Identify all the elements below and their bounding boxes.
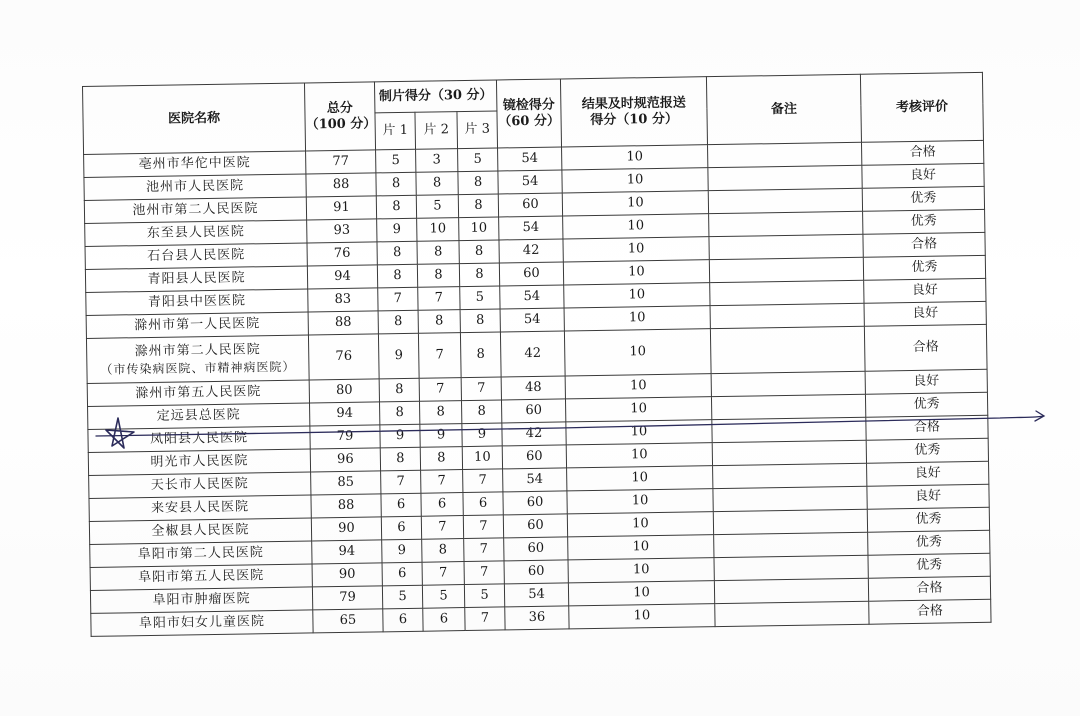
remarks-cell	[714, 578, 868, 603]
microscopy-score-cell: 60	[503, 491, 567, 515]
slide-3-cell: 7	[464, 538, 504, 562]
hospital-name-cell	[89, 495, 311, 521]
total-score-cell: 93	[307, 219, 377, 243]
slide-3-cell: 7	[465, 607, 505, 631]
hospital-name-cell	[89, 518, 311, 544]
microscopy-score-cell: 54	[498, 170, 562, 194]
score-table-sheet	[82, 72, 992, 637]
remarks-cell	[709, 257, 863, 282]
total-score-cell: 88	[311, 494, 381, 518]
total-score-cell: 90	[311, 517, 381, 541]
report-score-cell: 10	[563, 237, 709, 262]
report-score-cell: 10	[562, 191, 708, 216]
evaluation-cell: 优秀	[863, 209, 985, 234]
slide-2-cell: 5	[422, 585, 464, 609]
hospital-name-text: 滁州市第二人民医院	[134, 342, 261, 360]
slide-3-cell: 5	[458, 148, 498, 172]
remarks-cell	[714, 555, 868, 580]
slide-2-cell: 7	[418, 287, 460, 311]
microscopy-score-cell: 54	[498, 147, 562, 171]
slide-1-cell: 6	[383, 608, 423, 632]
slide-2-cell: 5	[416, 195, 458, 219]
microscopy-score-cell: 60	[502, 445, 566, 469]
microscopy-score-cell: 60	[504, 560, 568, 584]
hospital-name-text: 阜阳市第五人民医院	[138, 568, 265, 586]
microscopy-score-cell: 60	[504, 537, 568, 561]
hospital-name-text: 阜阳市妇女儿童医院	[138, 614, 266, 632]
remarks-cell	[708, 142, 862, 167]
slide-3-cell: 8	[460, 332, 501, 378]
slide-1-cell: 9	[378, 333, 419, 379]
report-score-cell: 10	[568, 535, 714, 560]
total-score-cell: 94	[310, 402, 380, 426]
microscopy-score-cell: 42	[500, 331, 565, 377]
slide-1-cell: 5	[382, 585, 422, 609]
microscopy-score-cell: 42	[502, 422, 566, 446]
slide-2-cell: 8	[417, 241, 459, 265]
microscopy-score-cell: 54	[500, 308, 564, 332]
hospital-name-cell	[90, 541, 312, 567]
remarks-cell	[713, 486, 867, 511]
slide-1-cell: 8	[380, 447, 420, 471]
total-score-cell: 80	[309, 379, 379, 403]
total-score-cell: 88	[308, 311, 378, 335]
header-hospital-name: 医院名称	[83, 83, 306, 154]
slide-2-cell: 7	[418, 333, 461, 379]
remarks-cell	[712, 417, 866, 442]
total-score-cell: 88	[306, 173, 376, 197]
hospital-name-cell	[84, 151, 306, 177]
slide-3-cell: 7	[463, 515, 503, 539]
evaluation-cell: 良好	[862, 163, 984, 188]
total-score-cell: 94	[312, 540, 382, 564]
slide-3-cell: 8	[458, 194, 498, 218]
total-score-cell: 76	[308, 334, 379, 380]
microscopy-score-cell: 48	[501, 376, 565, 400]
hospital-name-text: 池州市第二人民医院	[132, 201, 259, 219]
evaluation-cell: 优秀	[868, 530, 990, 555]
report-score-cell: 10	[568, 558, 714, 583]
slide-1-cell: 8	[377, 264, 417, 288]
slide-3-cell: 8	[459, 240, 499, 264]
header-report-max: 得分（10 分）	[590, 111, 679, 128]
remarks-cell	[713, 509, 867, 534]
remarks-cell	[712, 440, 866, 465]
hospital-name-cell	[86, 335, 309, 383]
slide-2-cell: 9	[420, 424, 462, 448]
report-score-cell: 10	[563, 214, 709, 239]
slide-2-cell: 8	[417, 264, 459, 288]
slide-1-cell: 9	[377, 218, 417, 242]
remarks-cell	[710, 326, 865, 373]
hospital-name-text: 东至县人民医院	[146, 224, 245, 242]
report-score-cell: 10	[562, 168, 708, 193]
report-score-cell: 10	[565, 397, 711, 422]
slide-1-cell: 8	[376, 195, 416, 219]
evaluation-cell: 合格	[863, 232, 985, 257]
report-score-cell: 10	[569, 604, 715, 629]
slide-3-cell: 5	[460, 286, 500, 310]
slide-3-cell: 10	[459, 217, 499, 241]
remarks-cell	[715, 601, 869, 626]
total-score-cell: 79	[312, 586, 382, 610]
hospital-name-text: 青阳县中医医院	[147, 293, 247, 311]
slide-3-cell: 7	[463, 469, 503, 493]
report-score-cell: 10	[565, 374, 711, 399]
report-score-cell: 10	[564, 283, 710, 308]
table-body	[84, 140, 991, 636]
microscopy-score-cell: 36	[505, 606, 569, 630]
header-microscopy-label: 镜检得分	[502, 97, 555, 114]
hospital-name-cell	[85, 243, 307, 269]
remarks-cell	[714, 532, 868, 557]
slide-3-cell: 8	[461, 400, 501, 424]
slide-3-cell: 8	[459, 263, 499, 287]
remarks-cell	[708, 165, 862, 190]
hospital-name-cell	[88, 403, 310, 429]
slide-2-cell: 8	[422, 539, 464, 563]
slide-3-cell: 10	[462, 446, 502, 470]
hospital-name-text: 天长市人民医院	[150, 476, 249, 494]
slide-2-cell: 7	[422, 562, 464, 586]
slide-2-cell: 7	[421, 516, 463, 540]
hospital-name-text: 阜阳市肿瘤医院	[152, 591, 251, 609]
microscopy-score-cell: 60	[501, 399, 565, 423]
total-score-cell: 94	[307, 265, 377, 289]
slide-2-cell: 6	[421, 493, 463, 517]
slide-1-cell: 8	[377, 241, 417, 265]
microscopy-score-cell: 60	[498, 193, 562, 217]
evaluation-cell: 良好	[865, 369, 987, 394]
hospital-name-text: 明光市人民医院	[150, 453, 249, 471]
header-total-label: 总分	[326, 100, 353, 117]
slide-3-cell: 8	[460, 309, 500, 333]
assessment-table	[82, 72, 992, 637]
hospital-name-cell	[89, 472, 311, 498]
total-score-cell: 85	[311, 471, 381, 495]
microscopy-score-cell: 60	[499, 262, 563, 286]
evaluation-cell: 合格	[864, 324, 987, 371]
report-score-cell: 10	[568, 581, 714, 606]
total-score-cell: 79	[310, 425, 380, 449]
hospital-name-text: 阜阳市第二人民医院	[137, 545, 264, 563]
total-score-cell: 65	[313, 609, 383, 633]
hospital-name-text: 石台县人民医院	[147, 247, 246, 265]
slide-2-cell: 8	[420, 447, 462, 471]
slide-1-cell: 9	[382, 539, 422, 563]
evaluation-cell: 合格	[869, 599, 991, 624]
total-score-cell: 83	[308, 288, 378, 312]
hospital-name-text: 来安县人民医院	[151, 499, 250, 517]
slide-2-cell: 8	[416, 172, 458, 196]
microscopy-score-cell: 54	[499, 216, 563, 240]
evaluation-cell: 优秀	[867, 507, 989, 532]
header-slide-1: 片 1	[375, 112, 416, 150]
remarks-cell	[709, 234, 863, 259]
hospital-name-text: 滁州市第一人民医院	[134, 316, 261, 334]
remarks-cell	[711, 394, 865, 419]
hospital-name-text: 凤阳县人民医院	[149, 430, 249, 448]
evaluation-cell: 良好	[864, 301, 986, 326]
hospital-name-text: 池州市人民医院	[145, 178, 245, 196]
hospital-name-text: 滁州市第五人民医院	[135, 384, 262, 402]
report-score-cell: 10	[567, 489, 713, 514]
remarks-cell	[709, 211, 863, 236]
slide-1-cell: 5	[376, 149, 416, 173]
slide-3-cell: 9	[462, 423, 502, 447]
slide-2-cell: 7	[421, 470, 463, 494]
slide-3-cell: 5	[464, 584, 504, 608]
slide-1-cell: 8	[378, 310, 418, 334]
slide-1-cell: 9	[380, 424, 420, 448]
report-score-cell: 10	[567, 512, 713, 537]
slide-2-cell: 10	[417, 218, 459, 242]
microscopy-score-cell: 54	[500, 285, 564, 309]
header-total	[304, 82, 375, 151]
microscopy-score-cell: 54	[504, 583, 568, 607]
evaluation-cell: 良好	[867, 484, 989, 509]
header-microscopy-max: （60 分）	[498, 112, 561, 129]
evaluation-cell: 优秀	[863, 255, 985, 280]
evaluation-cell: 优秀	[866, 438, 988, 463]
slide-3-cell: 8	[458, 171, 498, 195]
slide-1-cell: 6	[382, 562, 422, 586]
slide-2-cell: 7	[419, 378, 461, 402]
evaluation-cell: 合格	[866, 415, 988, 440]
slide-1-cell: 8	[379, 378, 419, 402]
header-microscopy	[496, 79, 561, 148]
hospital-name-cell	[86, 289, 308, 315]
header-slide-group: 制片得分（30 分）	[374, 80, 496, 113]
hospital-name-subtitle: （市传染病医院、市精神病医院）	[100, 359, 296, 377]
evaluation-cell: 优秀	[862, 186, 984, 211]
slide-2-cell: 8	[419, 401, 461, 425]
slide-1-cell: 7	[378, 287, 418, 311]
evaluation-cell: 良好	[864, 278, 986, 303]
microscopy-score-cell: 42	[499, 239, 563, 263]
hospital-name-text: 青阳县人民医院	[147, 270, 246, 288]
hospital-name-cell	[87, 380, 309, 406]
slide-3-cell: 6	[463, 492, 503, 516]
hospital-name-cell	[91, 610, 313, 636]
report-score-cell: 10	[562, 145, 708, 170]
header-evaluation: 考核评价	[860, 72, 983, 142]
evaluation-cell: 合格	[868, 576, 990, 601]
slide-2-cell: 6	[423, 608, 465, 632]
report-score-cell: 10	[564, 329, 711, 376]
report-score-cell: 10	[567, 466, 713, 491]
remarks-cell	[710, 303, 864, 328]
slide-2-cell: 8	[418, 310, 460, 334]
remarks-cell	[711, 371, 865, 396]
slide-3-cell: 7	[464, 561, 504, 585]
total-score-cell: 96	[310, 448, 380, 472]
slide-1-cell: 6	[381, 493, 421, 517]
report-score-cell: 10	[566, 443, 712, 468]
total-score-cell: 91	[306, 196, 376, 220]
hospital-name-text: 亳州市华佗中医院	[138, 155, 251, 173]
slide-2-cell: 3	[416, 149, 458, 173]
header-slide-3: 片 3	[457, 111, 498, 149]
header-slide-2: 片 2	[415, 112, 458, 150]
slide-1-cell: 8	[379, 401, 419, 425]
header-remarks: 备注	[706, 74, 861, 144]
total-score-cell: 76	[307, 242, 377, 266]
remarks-cell	[713, 463, 867, 488]
remarks-cell	[710, 280, 864, 305]
hospital-name-cell	[85, 266, 307, 292]
header-report	[560, 77, 707, 147]
remarks-cell	[708, 188, 862, 213]
report-score-cell: 10	[566, 420, 712, 445]
header-report-label: 结果及时规范报送	[581, 95, 686, 113]
slide-1-cell: 6	[381, 516, 421, 540]
slide-1-cell: 7	[381, 470, 421, 494]
header-total-max: （100 分）	[305, 115, 377, 132]
hospital-name-text: 全椒县人民医院	[151, 522, 250, 540]
total-score-cell: 90	[312, 563, 382, 587]
evaluation-cell: 优秀	[868, 553, 990, 578]
microscopy-score-cell: 54	[503, 468, 567, 492]
hospital-name-cell	[85, 220, 307, 246]
evaluation-cell: 良好	[867, 461, 989, 486]
slide-1-cell: 8	[376, 172, 416, 196]
total-score-cell: 77	[306, 150, 376, 174]
report-score-cell: 10	[564, 306, 710, 331]
evaluation-cell: 合格	[861, 140, 983, 165]
microscopy-score-cell: 60	[503, 514, 567, 538]
hospital-name-text: 定远县总医院	[156, 407, 241, 425]
report-score-cell: 10	[563, 260, 709, 285]
evaluation-cell: 优秀	[865, 392, 987, 417]
slide-3-cell: 7	[461, 377, 501, 401]
